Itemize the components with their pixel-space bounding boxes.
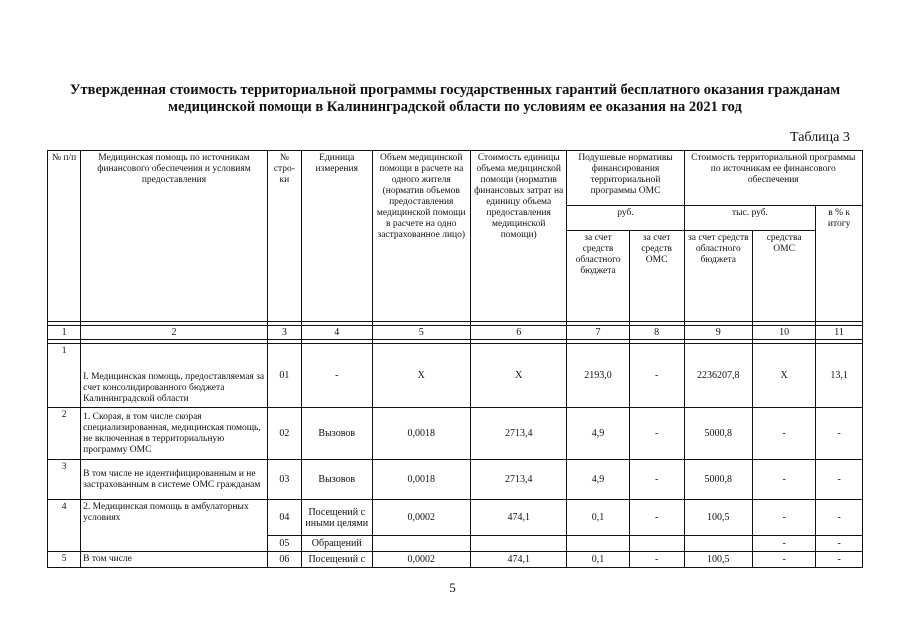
row-cost-budget [684,536,752,552]
column-number: 8 [629,326,684,340]
row-percent: 13,1 [816,344,863,408]
row-number: 2 [48,408,81,460]
row-percent: - [816,552,863,568]
row-unit: Обращений [302,536,373,552]
row-cost-oms: - [753,460,816,500]
row-volume: 0,0002 [372,552,471,568]
row-cost-oms: X [753,344,816,408]
row-name: В том числе [81,552,268,568]
column-number: 5 [372,326,471,340]
table-row [48,344,863,408]
row-per-capita-oms: - [629,460,684,500]
row-name: 1. Скорая, в том числе скорая специализированная, медицинская помощь, не включенная в территориальную программу ОМС [81,408,268,460]
row-per-capita-oms: - [629,344,684,408]
header-cell: № стро-ки [267,151,301,322]
row-volume: 0,0018 [372,460,471,500]
header-cell: в % к итогу [816,206,863,322]
column-number: 3 [267,326,301,340]
table-label: Таблица 3 [790,130,850,145]
row-number: 1 [48,344,81,408]
column-number-row [48,326,863,340]
header-unit-cell: тыс. руб. [684,206,816,231]
row-volume [372,536,471,552]
row-line: 03 [267,460,301,500]
header-cell: № п/п [48,151,81,322]
row-line: 02 [267,408,301,460]
row-per-capita-oms [629,536,684,552]
table-row [48,552,863,568]
row-unit-cost [471,536,567,552]
header-cell: средства ОМС [753,231,816,322]
row-cost-oms: - [753,500,816,536]
row-unit: - [302,344,373,408]
document-title: Утвержденная стоимость территориальной программы государственных гарантий бесплатного оказания гражданам медицинской помощи в Калининградской области по условиям ее оказания на 2021 год [69,82,841,115]
header-cell: за счет средств ОМС [629,231,684,322]
row-unit-cost: 2713,4 [471,408,567,460]
column-number: 9 [684,326,752,340]
header-cell: Объем медицинской помощи в расчете на одного жителя (норматив объемов предоставления медицинской помощи в расчете на одно застрахованное лицо) [372,151,471,322]
row-per-capita-budget: 4,9 [567,460,629,500]
table-row [48,460,863,500]
row-number: 5 [48,552,81,568]
header-cell: Медицинская помощь по источникам финансового обеспечения и условиям предоставления [81,151,268,322]
row-volume: 0,0002 [372,500,471,536]
row-unit: Вызовов [302,408,373,460]
row-percent: - [816,536,863,552]
row-cost-budget: 100,5 [684,500,752,536]
row-unit-cost: 474,1 [471,500,567,536]
column-number: 2 [81,326,268,340]
table-row [48,500,863,536]
row-per-capita-budget [567,536,629,552]
row-cost-budget: 5000,8 [684,408,752,460]
row-name: В том числе не идентифицированным и не застрахованным в системе ОМС гражданам [81,460,268,500]
row-cost-oms: - [753,408,816,460]
column-number: 6 [471,326,567,340]
column-number: 11 [816,326,863,340]
column-number: 1 [48,326,81,340]
row-line: 06 [267,552,301,568]
column-number: 7 [567,326,629,340]
row-number: 4 [48,500,81,552]
row-unit-cost: 2713,4 [471,460,567,500]
row-name: I. Медицинская помощь, предоставляемая за счет консолидированного бюджета Калининградской области [81,344,268,408]
row-per-capita-budget: 2193,0 [567,344,629,408]
header-unit-cell: руб. [567,206,684,231]
header-group-cell: Стоимость территориальной программы по источникам ее финансового обеспечения [684,151,862,206]
row-unit-cost: X [471,344,567,408]
row-per-capita-budget: 4,9 [567,408,629,460]
row-cost-oms: - [753,536,816,552]
row-line: 01 [267,344,301,408]
column-number: 4 [302,326,373,340]
row-line: 04 [267,500,301,536]
row-per-capita-budget: 0,1 [567,500,629,536]
header-cell: за счет средств областного бюджета [684,231,752,322]
column-number: 10 [753,326,816,340]
row-per-capita-oms: - [629,500,684,536]
header-cell: Стоимость единицы объема медицинской помощи (норматив финансовых затрат на единицу объема предоставления медицинской помощи) [471,151,567,322]
header-row-1 [48,151,863,206]
row-per-capita-oms: - [629,408,684,460]
row-percent: - [816,408,863,460]
table-row [48,408,863,460]
row-volume: 0,0018 [372,408,471,460]
row-line: 05 [267,536,301,552]
row-percent: - [816,460,863,500]
header-cell: Единица измерения [302,151,373,322]
row-volume: X [372,344,471,408]
header-cell: за счет средств областного бюджета [567,231,629,322]
row-unit: Посещений с иными целями [302,500,373,536]
row-per-capita-oms: - [629,552,684,568]
page-number: 5 [449,580,456,595]
row-cost-oms: - [753,552,816,568]
header-group-cell: Подушевые нормативы финансирования территориальной программы ОМС [567,151,684,206]
row-cost-budget: 100,5 [684,552,752,568]
row-percent: - [816,500,863,536]
row-number: 3 [48,460,81,500]
row-per-capita-budget: 0,1 [567,552,629,568]
row-unit-cost: 474,1 [471,552,567,568]
row-unit: Вызовов [302,460,373,500]
cost-table [47,150,863,568]
row-name: 2. Медицинская помощь в амбулаторных условиях [81,500,268,552]
row-unit: Посещений с [302,552,373,568]
row-cost-budget: 5000,8 [684,460,752,500]
row-cost-budget: 2236207,8 [684,344,752,408]
